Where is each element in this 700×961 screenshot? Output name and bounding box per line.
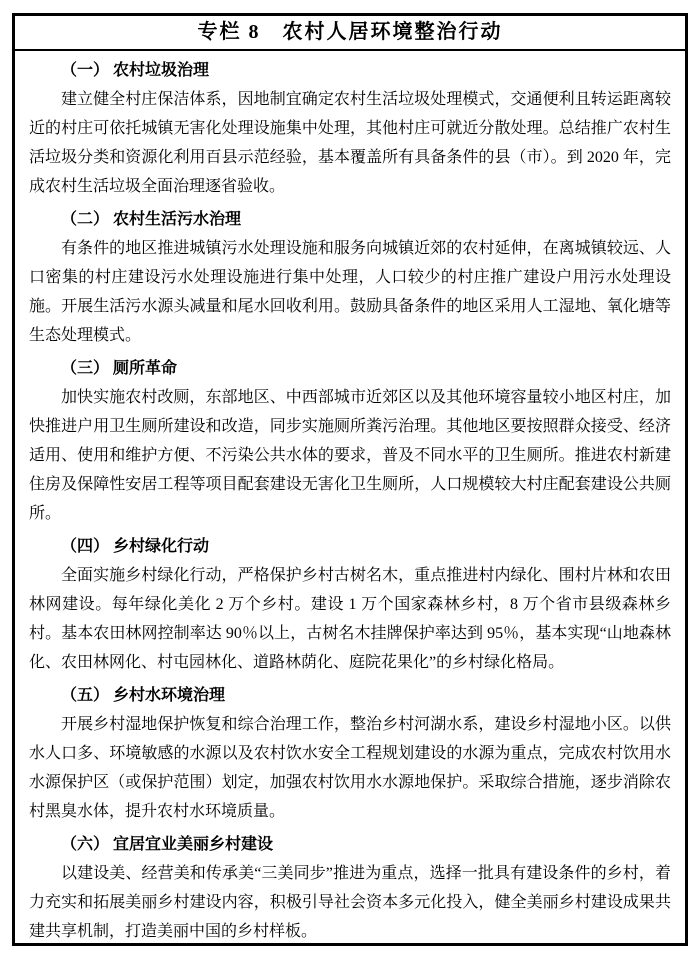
section-toilet-revolution: [29, 354, 671, 528]
section-heading: （二） 农村生活污水治理: [61, 211, 242, 228]
section-paragraph: 建立健全村庄保洁体系，因地制宜确定农村生活垃圾处理模式，交通便利且转运距离较近的村庄可依托城镇无害化处理设施集中处理，其他村庄可就近分散处理。总结推广农村生活垃圾分类和资源化利用百县示范经验，基本覆盖所有具备条件的县（市）。到 2020 年，完成农村生活垃圾全面治理逐省验收。: [29, 91, 671, 195]
column-box: [12, 13, 688, 946]
section-beautiful-village: [29, 830, 671, 946]
section-heading: （三） 厕所革命: [61, 360, 178, 377]
section-heading: （五） 乡村水环境治理: [61, 687, 226, 704]
section-heading: （一） 农村垃圾治理: [61, 62, 210, 79]
column-content: [15, 51, 685, 946]
section-village-greening: [29, 532, 671, 677]
section-paragraph: 开展乡村湿地保护恢复和综合治理工作，整治乡村河湖水系，建设乡村湿地小区。以供水人口多、环境敏感的水源以及农村饮水安全工程规划建设的水源为重点，完成农村饮用水水源保护区（或保护范围）划定，加强农村饮用水水源地保护。采取综合措施，逐步消除农村黑臭水体，提升农村水环境质量。: [29, 716, 671, 820]
section-paragraph: 有条件的地区推进城镇污水处理设施和服务向城镇近郊的农村延伸，在离城镇较远、人口密集的村庄建设污水处理设施进行集中处理，人口较少的村庄推广建设户用污水处理设施。开展生活污水源头减量和尾水回收利用。鼓励具备条件的地区采用人工湿地、氧化塘等生态处理模式。: [29, 240, 671, 344]
section-heading: （四） 乡村绿化行动: [61, 538, 210, 555]
column-title: 专栏 8 农村人居环境整治行动: [15, 16, 685, 51]
section-paragraph: 全面实施乡村绿化行动，严格保护乡村古树名木，重点推进村内绿化、围村片林和农田林网建设。每年绿化美化 2 万个乡村。建设 1 万个国家森林乡村，8 万个省市县级森林乡村。基本农田林网控制率达 90％以上，古树名木挂牌保护率达到 95％，基本实现“山地森林化、农田林网化、村屯园林化、道路林荫化、庭院花果化”的乡村绿化格局。: [29, 567, 671, 671]
section-rural-sewage: [29, 205, 671, 350]
section-water-environment: [29, 681, 671, 826]
section-heading: （六） 宜居宜业美丽乡村建设: [61, 836, 274, 853]
section-paragraph: 以建设美、经营美和传承美“三美同步”推进为重点，选择一批具有建设条件的乡村，着力充实和拓展美丽乡村建设内容，积极引导社会资本多元化投入，健全美丽乡村建设成果共建共享机制，打造美丽中国的乡村样板。: [29, 865, 671, 940]
section-rural-garbage: [29, 56, 671, 201]
section-paragraph: 加快实施农村改厕，东部地区、中西部城市近郊区以及其他环境容量较小地区村庄，加快推进户用卫生厕所建设和改造，同步实施厕所粪污治理。其他地区要按照群众接受、经济适用、使用和维护方便、不污染公共水体的要求，普及不同水平的卫生厕所。推进农村新建住房及保障性安居工程等项目配套建设无害化卫生厕所，人口规模较大村庄配套建设公共厕所。: [29, 389, 671, 522]
